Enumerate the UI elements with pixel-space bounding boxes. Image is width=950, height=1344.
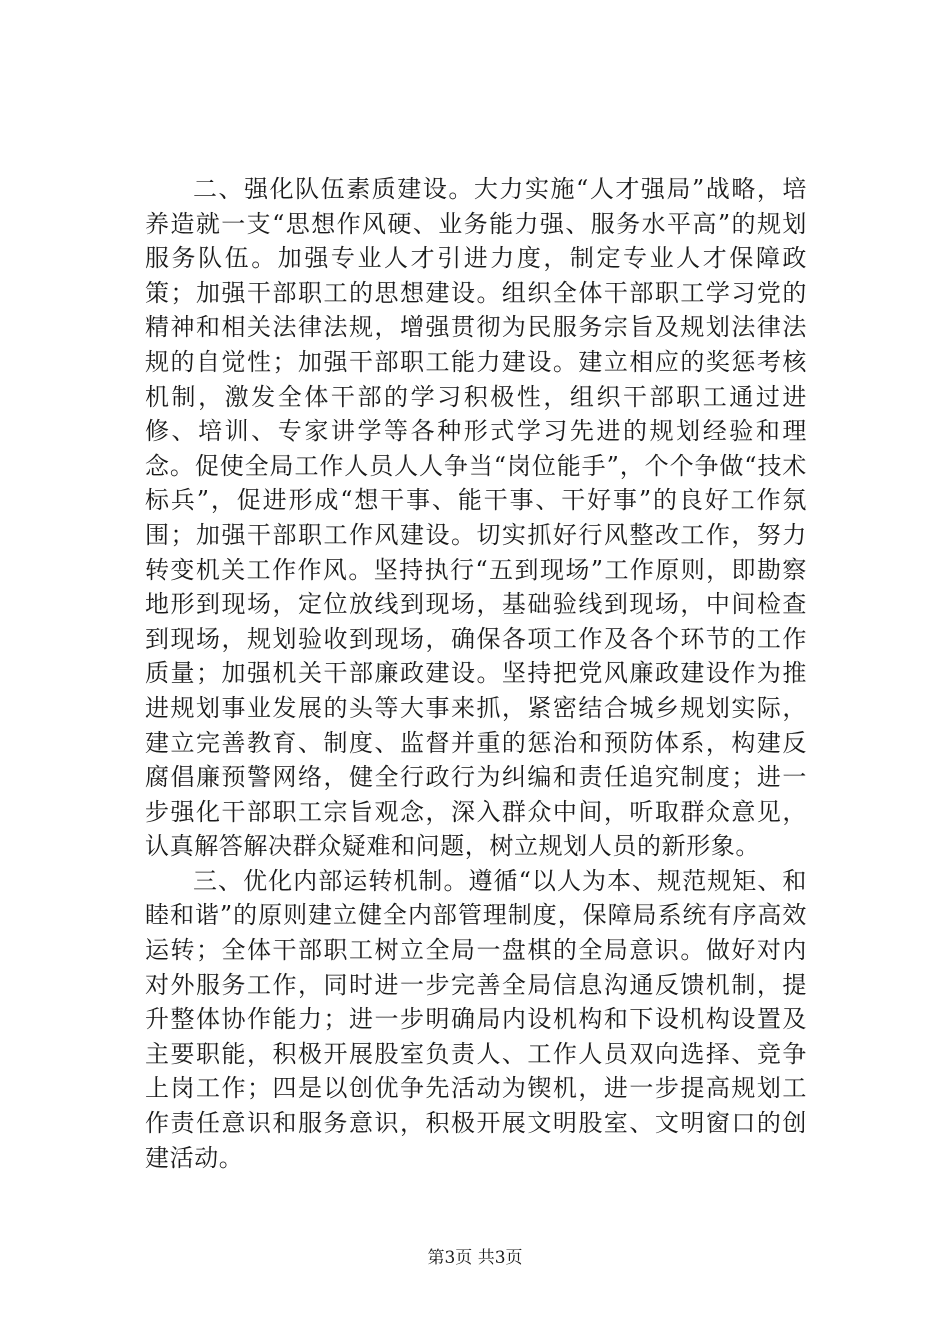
- body-text: [145, 172, 807, 1175]
- paragraph-team-quality: 二、强化队伍素质建设。大力实施“人才强局”战略，培养造就一支“思想作风硬、业务能力强、服务水平高”的规划服务队伍。加强专业人才引进力度，制定专业人才保障政策；加强干部职工的思想建设。组织全体干部职工学习党的精神和相关法律法规，增强贯彻为民服务宗旨及规划法律法规的自觉性；加强干部职工能力建设。建立相应的奖惩考核机制，激发全体干部的学习积极性，组织干部职工通过进修、培训、专家讲学等各种形式学习先进的规划经验和理念。促使全局工作人员人人争当“岗位能手”，个个争做“技术标兵”，促进形成“想干事、能干事、干好事”的良好工作氛围；加强干部职工作风建设。切实抓好行风整改工作，努力转变机关工作作风。坚持执行“五到现场”工作原则，即勘察地形到现场，定位放线到现场，基础验线到现场，中间检查到现场，规划验收到现场，确保各项工作及各个环节的工作质量；加强机关干部廉政建设。坚持把党风廉政建设作为推进规划事业发展的头等大事来抓，紧密结合城乡规划实际，建立完善教育、制度、监督并重的惩治和预防体系，构建反腐倡廉预警网络，健全行政行为纠编和责任追究制度；进一步强化干部职工宗旨观念，深入群众中间，听取群众意见，认真解答解决群众疑难和问题，树立规划人员的新形象。: [145, 175, 807, 861]
- page-footer: 第3页 共3页: [427, 1248, 523, 1268]
- paragraph-internal-mechanism: 三、优化内部运转机制。遵循“以人为本、规范规矩、和睦和谐”的原则建立健全内部管理制度，保障局系统有序高效运转；全体干部职工树立全局一盘棋的全局意识。做好对内对外服务工作，同时进一步完善全局信息沟通反馈机制，提升整体协作能力；进一步明确局内设机构和下设机构设置及主要职能，积极开展股室负责人、工作人员双向选择、竞争上岗工作；四是以创优争先活动为锲机，进一步提高规划工作责任意识和服务意识，积极开展文明股室、文明窗口的创建活动。: [145, 866, 807, 1172]
